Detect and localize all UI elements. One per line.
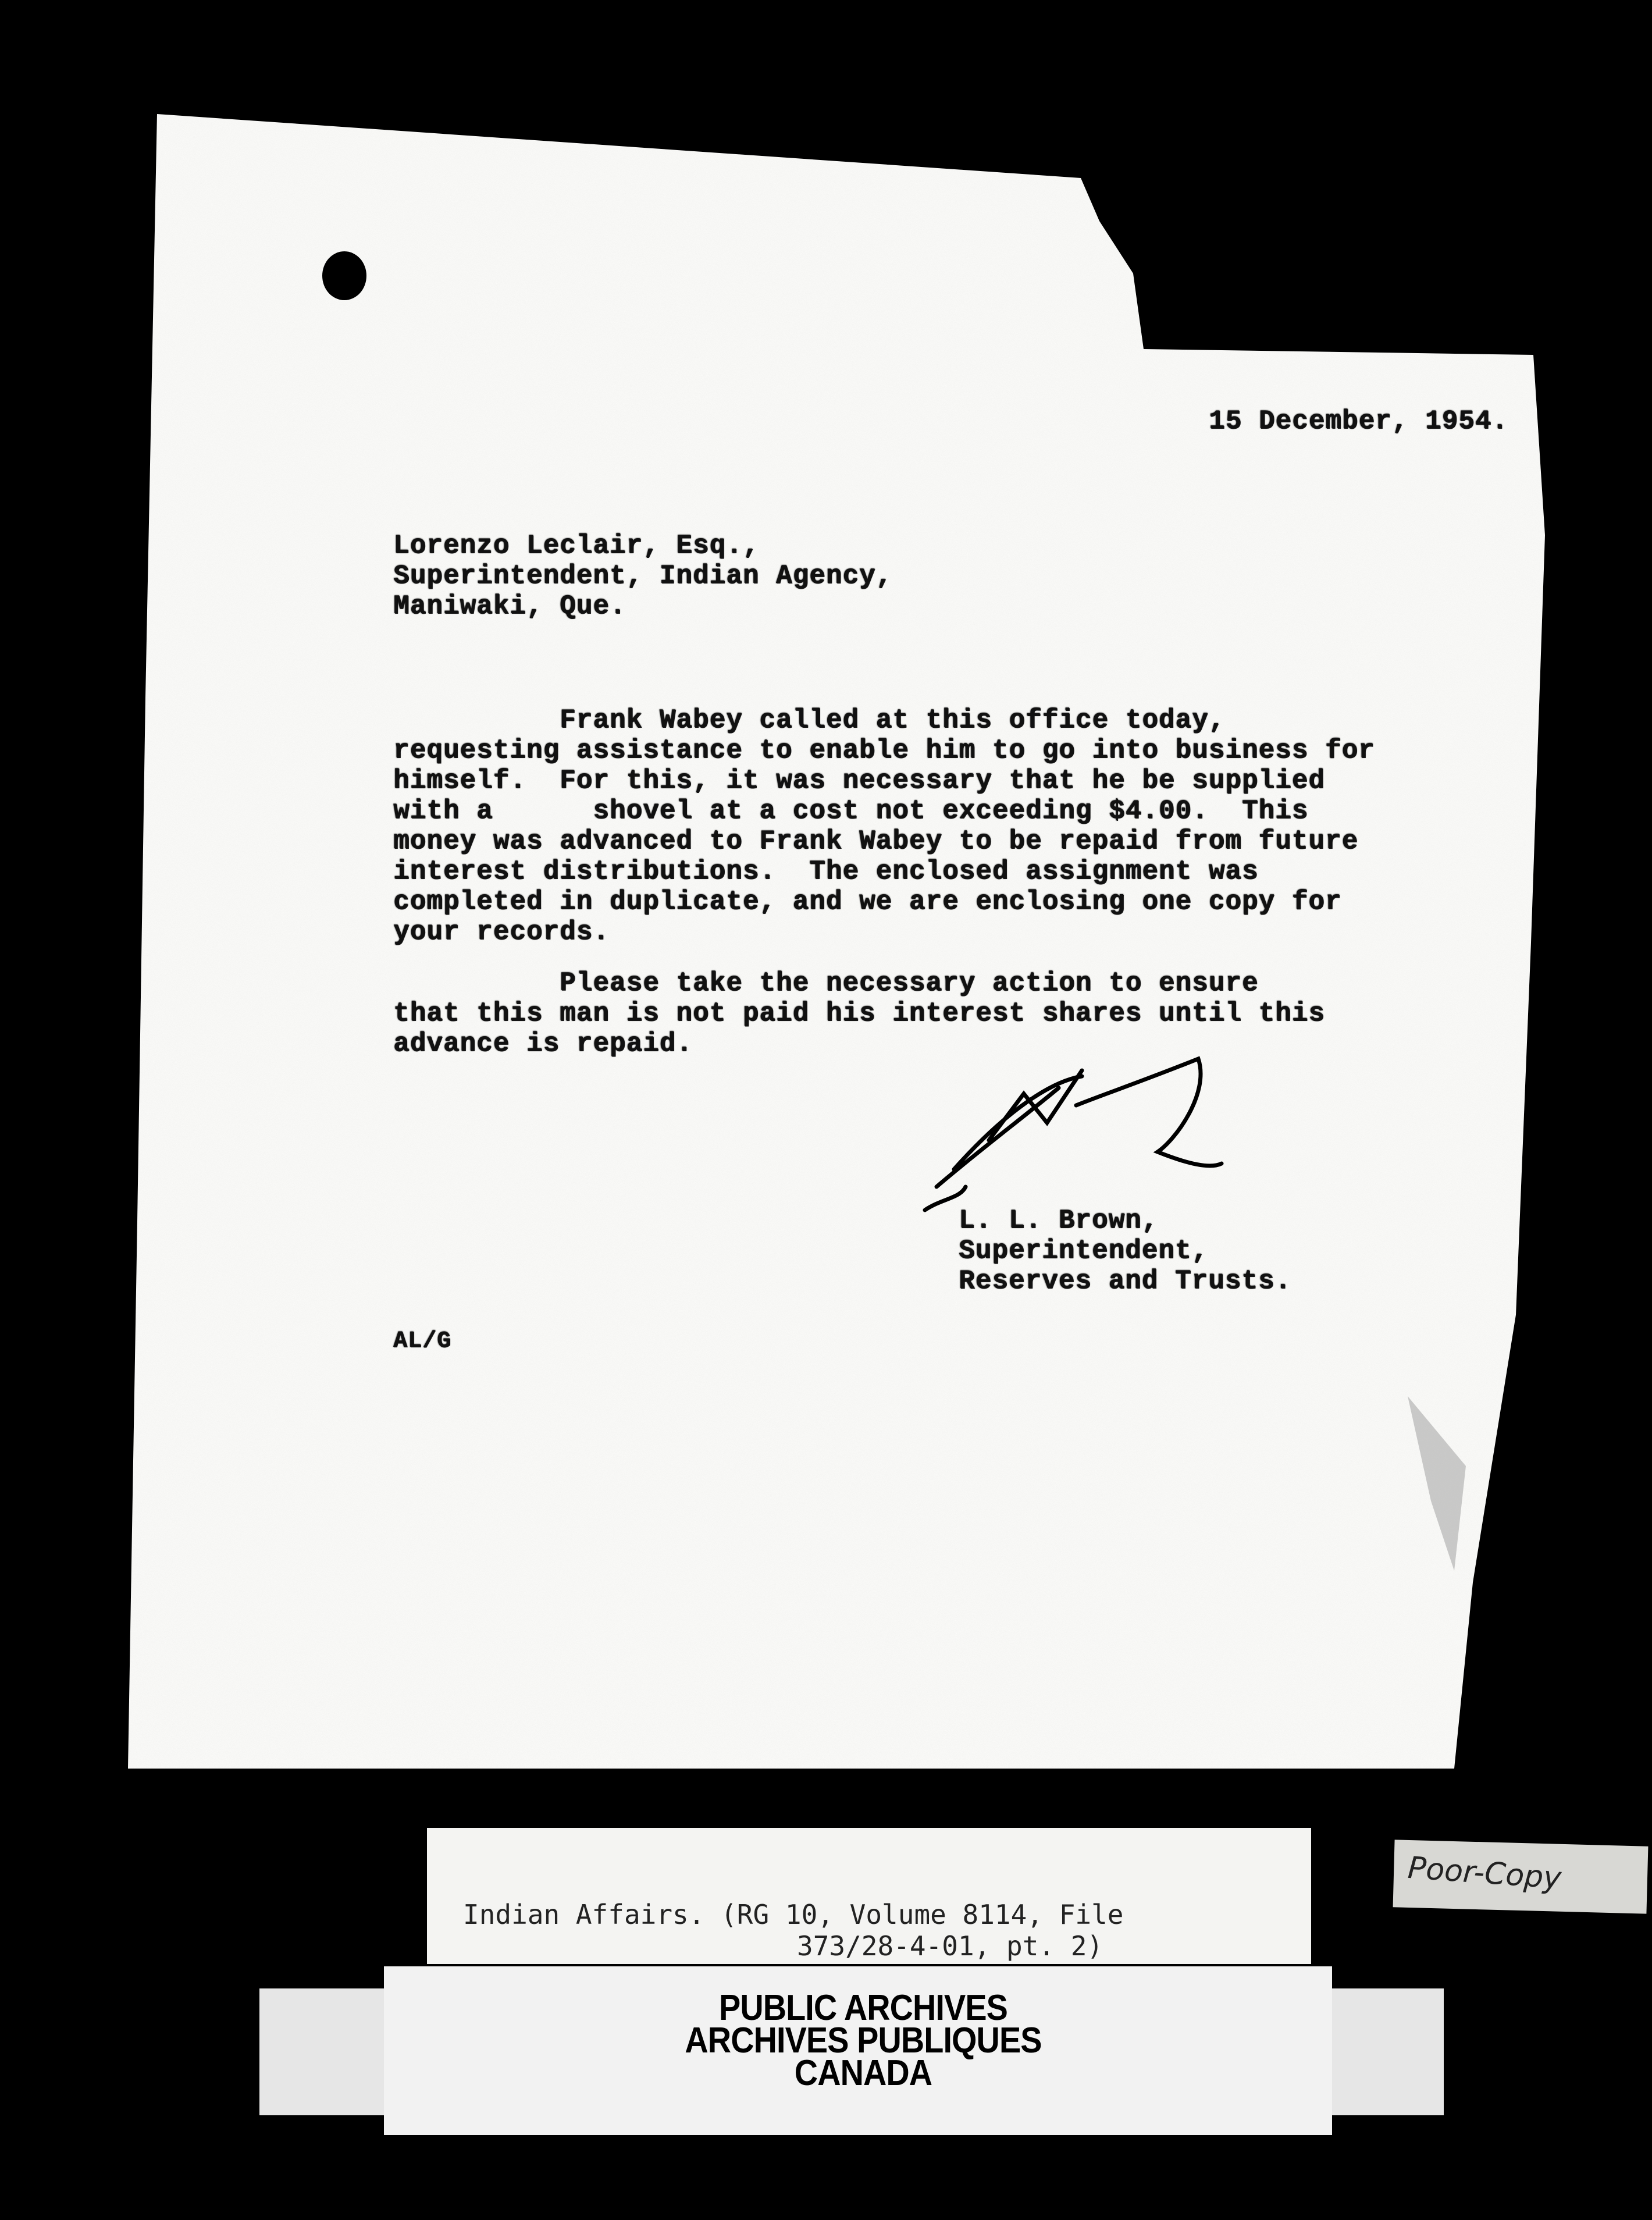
archives-stamp-line: CANADA [794, 2053, 932, 2093]
body-line: interest distributions. The enclosed assignment was [393, 856, 1259, 887]
body-line: advance is repaid. [393, 1029, 693, 1059]
letter-date: 15 December, 1954. [1209, 406, 1508, 436]
archives-stamp-line: ARCHIVES PUBLIQUES [685, 2020, 1042, 2061]
body-line: completed in duplicate, and we are enclosing one copy for [393, 887, 1342, 917]
poor-copy-note-text: Poor-Copy [1407, 1850, 1562, 1897]
body-line: your records. [393, 917, 610, 947]
signatory-name: L. L. Brown, [959, 1205, 1159, 1236]
recipient-title: Superintendent, Indian Agency, [393, 561, 893, 591]
body-line: with a shovel at a cost not exceeding $4.00. This [393, 796, 1309, 826]
recipient-location: Maniwaki, Que. [393, 591, 626, 621]
signatory-department: Reserves and Trusts. [959, 1266, 1292, 1296]
body-line: Please take the necessary action to ensure [393, 968, 1259, 998]
body-line: requesting assistance to enable him to go into business for [393, 735, 1375, 766]
archive-label-line: Indian Affairs. (RG 10, Volume 8114, File [463, 1899, 1124, 1930]
body-line: himself. For this, it was necessary that he be supplied [393, 766, 1325, 796]
archives-stamp-line: PUBLIC ARCHIVES [719, 1988, 1007, 2028]
recipient-name: Lorenzo Leclair, Esq., [393, 531, 760, 561]
punch-hole [322, 251, 366, 300]
reference-initials: AL/G [393, 1328, 452, 1354]
signatory-title: Superintendent, [959, 1236, 1209, 1266]
body-line: Frank Wabey called at this office today, [393, 705, 1226, 735]
archive-label-line: 373/28-4-01, pt. 2) [797, 1930, 1103, 1962]
body-line: money was advanced to Frank Wabey to be repaid from future [393, 826, 1359, 856]
body-line: that this man is not paid his interest shares until this [393, 998, 1325, 1029]
